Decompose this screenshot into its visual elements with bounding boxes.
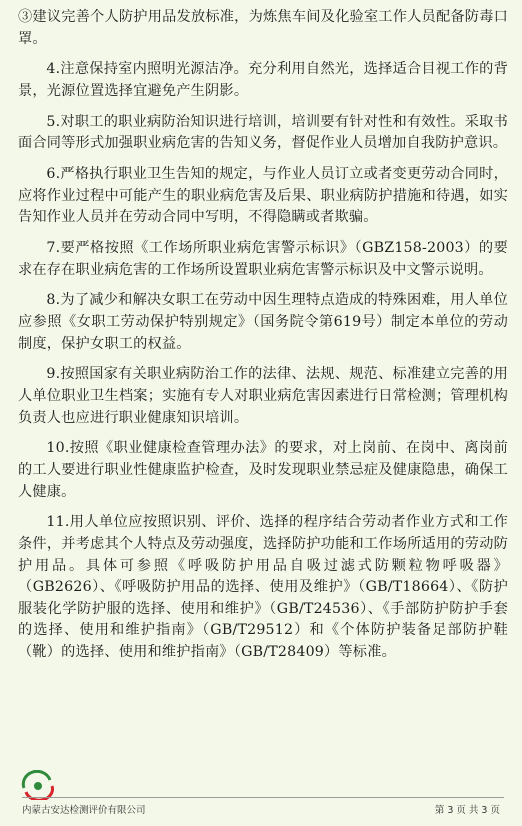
paragraph-item-5: 5.对职工的职业病防治知识进行培训，培训要有针对性和有效性。采取书面合同等形式加强职业病危害的告知义务，督促作业人员增加自我防护意识。	[18, 113, 508, 152]
paragraph-item-4: 4.注意保持室内照明光源洁净。充分利用自然光，选择适合目视工作的背景，光源位置选择宜避免产生阴影。	[18, 61, 508, 99]
paragraph-item-3: ③建议完善个人防护用品发放标准，为炼焦车间及化验室工作人员配备防毒口罩。	[18, 9, 508, 47]
document-body	[18, 7, 508, 673]
footer-page-number: 第 3 页 共 3 页	[434, 805, 500, 816]
paragraph-item-7: 7.要严格按照《工作场所职业病危害警示标识》（GBZ158-2003）的要求在存在职业病危害的工作场所设置职业病危害警示标识及中文警示说明。	[18, 240, 508, 278]
paragraph-item-10: 10.按照《职业健康检查管理办法》的要求，对上岗前、在岗中、离岗前的工人要进行职业性健康监护检查，及时发现职业禁忌症及健康隐患，确保工人健康。	[18, 440, 508, 500]
company-logo	[20, 770, 56, 800]
paragraph-item-11: 11.用人单位应按照识别、评价、选择的程序结合劳动者作业方式和工作条件，并考虑其个人特点及劳动强度，选择防护功能和工作场所适用的劳动防护用品。具体可参照《呼吸防护用品自吸过滤式防颗粒物呼吸器》（GB2626）、《呼吸防护用品的选择、使用及维护》（GB/T18664）、《防护服装化学防护服的选择、使用和维护》（GB/T24536）、《手部防护防护手套的选择、使用和维护指南》（GB/T29512）和《个体防护装备足部防护鞋（靴）的选择、使用和维护指南》（GB/T28409）等标准。	[18, 514, 508, 660]
footer-company-name: 内蒙古安达检测评价有限公司	[22, 805, 146, 816]
paragraph-item-8: 8.为了减少和解决女职工在劳动中因生理特点造成的特殊困难，用人单位应参照《女职工劳动保护特别规定》（国务院令第619号）制定本单位的劳动制度，保护女职工的权益。	[18, 292, 508, 352]
paragraph-item-9: 9.按照国家有关职业病防治工作的法律、法规、规范、标准建立完善的用人单位职业卫生档案；实施有专人对职业病危害因素进行日常检测；管理机构负责人也应进行职业健康知识培训。	[18, 366, 508, 426]
paragraph-item-6: 6.严格执行职业卫生告知的规定，与作业人员订立或者变更劳动合同时，应将作业过程中可能产生的职业病危害及后果、职业病防护措施和待遇，如实告知作业人员并在劳动合同中写明，不得隐瞒或者欺骗。	[18, 166, 508, 226]
page-footer	[22, 797, 504, 818]
